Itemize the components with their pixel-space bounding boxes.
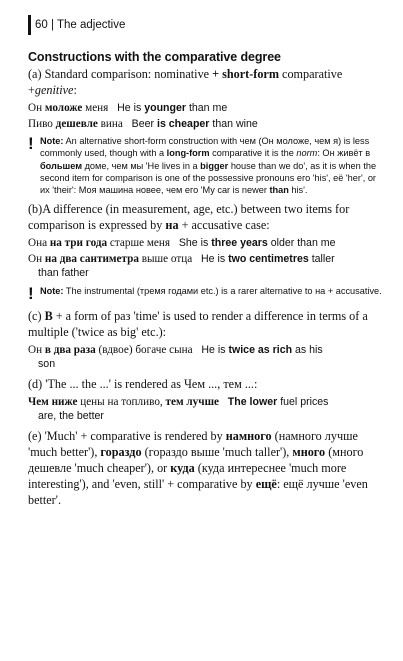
text: The instrumental (тремя годами etc.) is a rarer alternative to на + accusative. [65, 285, 382, 296]
example-en [117, 102, 227, 114]
text: taller [311, 252, 335, 265]
example-c [28, 343, 388, 372]
text: большем [40, 160, 82, 171]
text: An alternative short-form construction with [65, 136, 238, 146]
header-rule [28, 15, 31, 35]
note-1 [28, 135, 388, 196]
text: He is [117, 102, 142, 114]
example-ru: (вдвое) богаче сына [98, 343, 193, 356]
example-ru: на два сантиметра [44, 252, 139, 265]
text: гораздо [100, 444, 142, 459]
example-ru: старше меня [109, 237, 171, 250]
example-ru: тем лучше [165, 395, 219, 408]
text: long-form [166, 148, 210, 159]
text: чем [239, 136, 256, 146]
example-en [201, 344, 322, 356]
example-d [28, 395, 388, 424]
text: + [212, 67, 220, 81]
text: (Он моложе, чем я) is less commonly used, though with a [40, 136, 370, 159]
text: Beer [131, 117, 155, 130]
example-continuation [28, 409, 388, 424]
note-text [40, 135, 388, 196]
example-ru: в два раза [44, 343, 96, 356]
example-b-2 [28, 252, 388, 281]
text: намного [225, 428, 272, 443]
text: (a) Standard comparison: nominative [28, 67, 210, 81]
text: He is [200, 252, 226, 265]
text: (c) [28, 308, 42, 323]
paragraph-b [28, 201, 388, 233]
example-a-1 [28, 101, 388, 116]
example-continuation [28, 357, 388, 372]
text: (гораздо выше 'much taller'), [144, 444, 290, 459]
text: norm [296, 148, 318, 159]
text: (b)A difference (in measurement, age, etc.) between two items for comparison is expressed by [28, 202, 350, 233]
text: than me [188, 102, 228, 114]
text: + a form of раз 'time' is used to render a difference in terms of a multiple ('twice as big' etc.): [28, 308, 368, 339]
note-text [40, 285, 382, 303]
example-a-2 [28, 117, 388, 132]
example-ru: Пиво [28, 117, 53, 130]
text: than father [38, 267, 89, 280]
paragraph-d [28, 376, 388, 392]
text: bigger [200, 160, 229, 171]
text: В [44, 308, 53, 323]
text: (d) 'The ... the ...' is rendered as Чем ..., тем ...: [28, 376, 258, 391]
text: She is [178, 237, 209, 250]
exclamation-icon: ! [28, 134, 34, 153]
page-header [28, 16, 388, 34]
example-ru: выше отца [141, 252, 193, 265]
text: as his [295, 343, 323, 356]
text: Note: [40, 136, 64, 146]
text: comparative it is the [212, 148, 294, 159]
text: куда [170, 460, 195, 475]
example-en [179, 237, 336, 249]
text: genitive [34, 83, 74, 97]
example-ru: моложе [44, 102, 83, 114]
text: (e) 'Much' + comparative is rendered by [28, 428, 223, 443]
example-ru: дешевле [55, 117, 98, 130]
example-ru: Он [28, 252, 43, 265]
page-label: 60 | The adjective [35, 19, 126, 31]
text: The lower [227, 395, 278, 408]
example-ru: цены на топливо, [80, 395, 163, 408]
text: fuel prices [280, 395, 329, 408]
text: three years [211, 237, 268, 250]
text: много [292, 444, 326, 459]
example-ru: Он [28, 102, 43, 114]
example-en [228, 396, 329, 408]
book-page [28, 16, 388, 511]
example-en [132, 118, 258, 130]
text: are, the better [38, 410, 104, 423]
text: + accusative case: [181, 218, 270, 233]
text: comparative [282, 67, 343, 81]
exclamation-icon: ! [28, 283, 34, 303]
text: доме, чем мы 'He lives in a [84, 160, 198, 171]
text: his'. [291, 185, 308, 196]
text: than wine [212, 117, 258, 130]
example-ru: Чем [28, 395, 49, 408]
text: younger [144, 102, 186, 114]
example-en [201, 253, 335, 265]
section-heading: Constructions with the comparative degree [28, 50, 281, 64]
text: is cheaper [157, 117, 210, 130]
example-ru: меня [85, 102, 109, 114]
example-ru: Она [28, 237, 48, 250]
paragraph-a [28, 66, 388, 98]
text: (куда интереснее 'much more interesting'), and 'even, still' + comparative by [28, 460, 347, 491]
example-ru: вина [100, 117, 123, 130]
example-ru: Он [28, 343, 43, 356]
text: house than we do', as it is when the second item for comparison is one of the possessive pronouns его 'his', её 'her', or их 'their': Моя машина новее, чем его 'My car is newer [40, 160, 377, 196]
note-2 [28, 285, 388, 303]
paragraph-e [28, 428, 388, 508]
text: : ещё лучше 'even better'. [28, 476, 368, 507]
text: : [73, 83, 77, 97]
text: son [38, 358, 56, 371]
text: two centimetres [228, 252, 309, 265]
text: на [165, 218, 179, 233]
text: ещё [255, 476, 277, 491]
text: than [269, 185, 289, 196]
example-continuation [28, 266, 388, 281]
text: older than me [270, 237, 336, 250]
text: twice as rich [228, 343, 293, 356]
text: : Он живёт в [317, 148, 371, 159]
text: short-form [222, 67, 279, 81]
text: (много дешевле 'much cheaper'), or [28, 444, 364, 475]
text: Note: [40, 285, 64, 296]
example-ru: ниже [51, 395, 78, 408]
example-ru: на три года [49, 237, 108, 250]
paragraph-c [28, 308, 388, 340]
text: + [28, 83, 35, 97]
text: He is [201, 343, 226, 356]
text: (намного лучше 'much better'), [28, 428, 358, 459]
example-b-1 [28, 236, 388, 251]
